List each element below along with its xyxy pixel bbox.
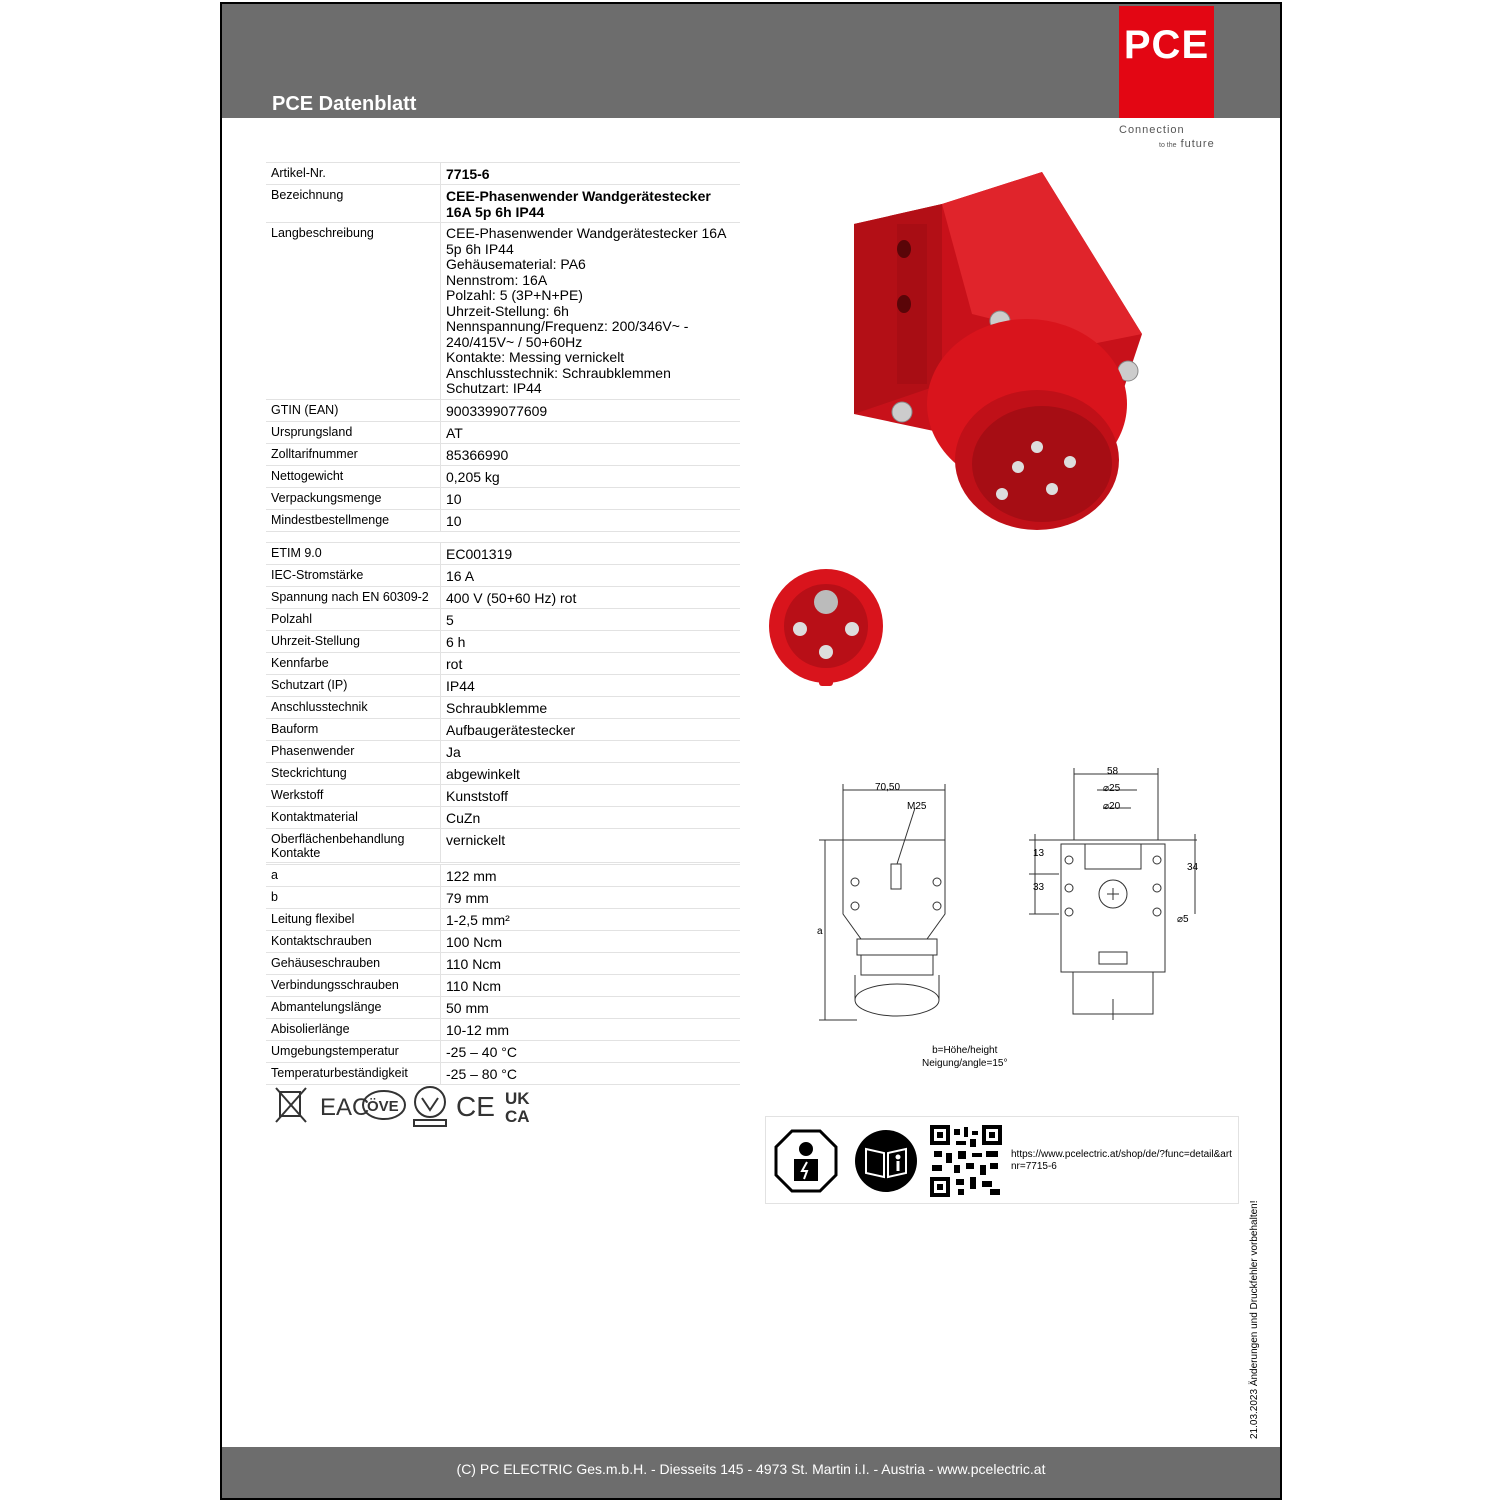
- table-value-cell: IP44: [441, 675, 741, 697]
- pce-logo: PCE: [1119, 6, 1214, 118]
- table-key-cell: Langbeschreibung: [266, 223, 441, 400]
- table-row: [266, 653, 740, 675]
- table-key-cell: Nettogewicht: [266, 465, 441, 487]
- table-row: [266, 741, 740, 763]
- table-value-cell: 7715-6: [441, 163, 741, 185]
- info-box: [765, 1116, 1239, 1204]
- table-value-cell: CEE-Phasenwender Wandgerätestecker 16A 5p 6h IP44 Gehäusematerial: PA6 Nennstrom: 16A Polzahl: 5 (3P+N+PE) Uhrzeit-Stellung: 6h Nennspannung/Frequenz: 200/346V~ - 240/415V~ / 50+60Hz Kontakte: Messing vernickelt Anschlusstechnik: Schraubklemmen Schutzart: IP44: [441, 223, 741, 400]
- footer-text: (C) PC ELECTRIC Ges.m.b.H. - Diesseits 145 - 4973 St. Martin i.I. - Austria - www.pcelectric.at: [456, 1461, 1046, 1477]
- table-key-cell: a: [266, 865, 441, 887]
- tagline-connection: Connection: [1119, 124, 1185, 136]
- ukca-mark-top: UK: [505, 1089, 530, 1108]
- table-key-cell: IEC-Stromstärke: [266, 565, 441, 587]
- table-key-cell: Spannung nach EN 60309-2: [266, 587, 441, 609]
- table-row: [266, 829, 740, 863]
- ove-test-mark-icon: [414, 1087, 446, 1126]
- table-value-cell: abgewinkelt: [441, 763, 741, 785]
- table-key-cell: Verbindungsschrauben: [266, 975, 441, 997]
- product-url-link[interactable]: https://www.pcelectric.at/shop/de/?func=detail&artnr=7715-6: [1011, 1149, 1232, 1172]
- table-value-cell: EC001319: [441, 543, 741, 565]
- table-key-cell: ETIM 9.0: [266, 543, 441, 565]
- table-key-cell: Bauform: [266, 719, 441, 741]
- table-key-cell: Leitung flexibel: [266, 909, 441, 931]
- ce-mark: CE: [456, 1091, 495, 1122]
- table-value-cell: 100 Ncm: [441, 931, 741, 953]
- table-row: [266, 443, 740, 465]
- table-key-cell: Artikel-Nr.: [266, 163, 441, 185]
- table-key-cell: Ursprungsland: [266, 421, 441, 443]
- table-key-cell: Oberflächenbehandlung Kontakte: [266, 829, 441, 863]
- dim-d5-label: ⌀5: [1177, 914, 1189, 925]
- side-note: 21.03.2023 Änderungen und Druckfehler vorbehalten!: [1249, 1200, 1260, 1439]
- table-key-cell: Kontaktschrauben: [266, 931, 441, 953]
- table-value-cell: 5: [441, 609, 741, 631]
- certification-marks: [272, 1084, 542, 1128]
- table-value-cell: vernickelt: [441, 829, 741, 863]
- table-row: [266, 609, 740, 631]
- table-row: [266, 223, 740, 400]
- table-row: [266, 909, 740, 931]
- table-row: [266, 1041, 740, 1063]
- table-value-cell: Schraubklemme: [441, 697, 741, 719]
- table-key-cell: Werkstoff: [266, 785, 441, 807]
- table-row: [266, 421, 740, 443]
- table-value-cell: 6 h: [441, 631, 741, 653]
- technical-drawing: [797, 764, 1217, 1034]
- table-value-cell: 122 mm: [441, 865, 741, 887]
- table-key-cell: Bezeichnung: [266, 185, 441, 223]
- table-value-cell: 79 mm: [441, 887, 741, 909]
- table-value-cell: CEE-Phasenwender Wandgerätestecker 16A 5p 6h IP44: [441, 185, 741, 223]
- tagline-future: to the future: [1159, 138, 1215, 150]
- table-key-cell: Gehäuseschrauben: [266, 953, 441, 975]
- table-key-cell: Abisolierlänge: [266, 1019, 441, 1041]
- table-row: [266, 185, 740, 223]
- qr-code-icon: [930, 1125, 1002, 1197]
- table-key-cell: Umgebungstemperatur: [266, 1041, 441, 1063]
- table-key-cell: Steckrichtung: [266, 763, 441, 785]
- dim-58-label: 58: [1107, 766, 1119, 777]
- table-row: [266, 931, 740, 953]
- dim-13-label: 13: [1033, 848, 1045, 859]
- ukca-mark-bottom: CA: [505, 1107, 530, 1126]
- table-row: [266, 997, 740, 1019]
- table-value-cell: -25 – 40 °C: [441, 1041, 741, 1063]
- eac-mark: EAC: [320, 1094, 370, 1121]
- table-value-cell: Aufbaugerätestecker: [441, 719, 741, 741]
- table-key-cell: Uhrzeit-Stellung: [266, 631, 441, 653]
- dim-33-label: 33: [1033, 882, 1045, 893]
- table-row: [266, 487, 740, 509]
- drawing-note: b=Höhe/height Neigung/angle=15°: [922, 1045, 1008, 1069]
- dim-34-label: 34: [1187, 862, 1199, 873]
- table-row: [266, 587, 740, 609]
- table-row: [266, 785, 740, 807]
- table-row: [266, 1019, 740, 1041]
- table-row: [266, 763, 740, 785]
- table-key-cell: GTIN (EAN): [266, 399, 441, 421]
- weee-bin-icon: [276, 1088, 306, 1122]
- table-key-cell: Phasenwender: [266, 741, 441, 763]
- table-key-cell: Kontaktmaterial: [266, 807, 441, 829]
- table-key-cell: Kennfarbe: [266, 653, 441, 675]
- table-key-cell: Mindestbestellmenge: [266, 509, 441, 531]
- dim-width-label: 70,50: [875, 782, 901, 793]
- table-row: [266, 887, 740, 909]
- table-key-cell: b: [266, 887, 441, 909]
- table-key-cell: Verpackungsmenge: [266, 487, 441, 509]
- table-value-cell: 0,205 kg: [441, 465, 741, 487]
- table-value-cell: AT: [441, 421, 741, 443]
- table-value-cell: Ja: [441, 741, 741, 763]
- table-row: [266, 865, 740, 887]
- dim-thread-label: M25: [907, 801, 927, 812]
- table-value-cell: 9003399077609: [441, 399, 741, 421]
- read-manual-icon: [854, 1129, 918, 1193]
- product-front-photo: [767, 564, 885, 690]
- table-row: [266, 719, 740, 741]
- table-row: [266, 631, 740, 653]
- product-table: [266, 162, 740, 532]
- table-value-cell: 10: [441, 487, 741, 509]
- table-row: [266, 399, 740, 421]
- table-row: [266, 163, 740, 185]
- table-row: [266, 543, 740, 565]
- table-row: [266, 1063, 740, 1085]
- dim-d20-label: ⌀20: [1103, 801, 1121, 812]
- table-value-cell: CuZn: [441, 807, 741, 829]
- etim-table: [266, 542, 740, 863]
- table-value-cell: 10-12 mm: [441, 1019, 741, 1041]
- dim-d25-label: ⌀25: [1103, 783, 1121, 794]
- datasheet-page: [220, 2, 1282, 1500]
- table-row: [266, 697, 740, 719]
- ove-mark: [363, 1091, 405, 1119]
- table-row: [266, 953, 740, 975]
- table-row: [266, 807, 740, 829]
- table-row: [266, 565, 740, 587]
- table-row: [266, 509, 740, 531]
- table-key-cell: Schutzart (IP): [266, 675, 441, 697]
- table-value-cell: 16 A: [441, 565, 741, 587]
- table-value-cell: Kunststoff: [441, 785, 741, 807]
- table-value-cell: 110 Ncm: [441, 953, 741, 975]
- table-key-cell: Abmantelungslänge: [266, 997, 441, 1019]
- footer-bar: [222, 1447, 1280, 1498]
- table-value-cell: 85366990: [441, 443, 741, 465]
- product-photo: [842, 164, 1162, 534]
- table-value-cell: 1-2,5 mm²: [441, 909, 741, 931]
- table-key-cell: Zolltarifnummer: [266, 443, 441, 465]
- dimension-table: [266, 864, 740, 1085]
- table-key-cell: Anschlusstechnik: [266, 697, 441, 719]
- table-value-cell: 110 Ncm: [441, 975, 741, 997]
- table-value-cell: 400 V (50+60 Hz) rot: [441, 587, 741, 609]
- table-value-cell: -25 – 80 °C: [441, 1063, 741, 1085]
- table-key-cell: Polzahl: [266, 609, 441, 631]
- table-value-cell: 50 mm: [441, 997, 741, 1019]
- qualified-electrician-icon: [774, 1129, 838, 1193]
- table-row: [266, 975, 740, 997]
- svg-text:ÖVE: ÖVE: [367, 1098, 399, 1115]
- table-value-cell: rot: [441, 653, 741, 675]
- table-value-cell: 10: [441, 509, 741, 531]
- table-key-cell: Temperaturbeständigkeit: [266, 1063, 441, 1085]
- dim-a-label: a: [817, 926, 823, 937]
- table-row: [266, 465, 740, 487]
- page-title: PCE Datenblatt: [272, 93, 417, 115]
- table-row: [266, 675, 740, 697]
